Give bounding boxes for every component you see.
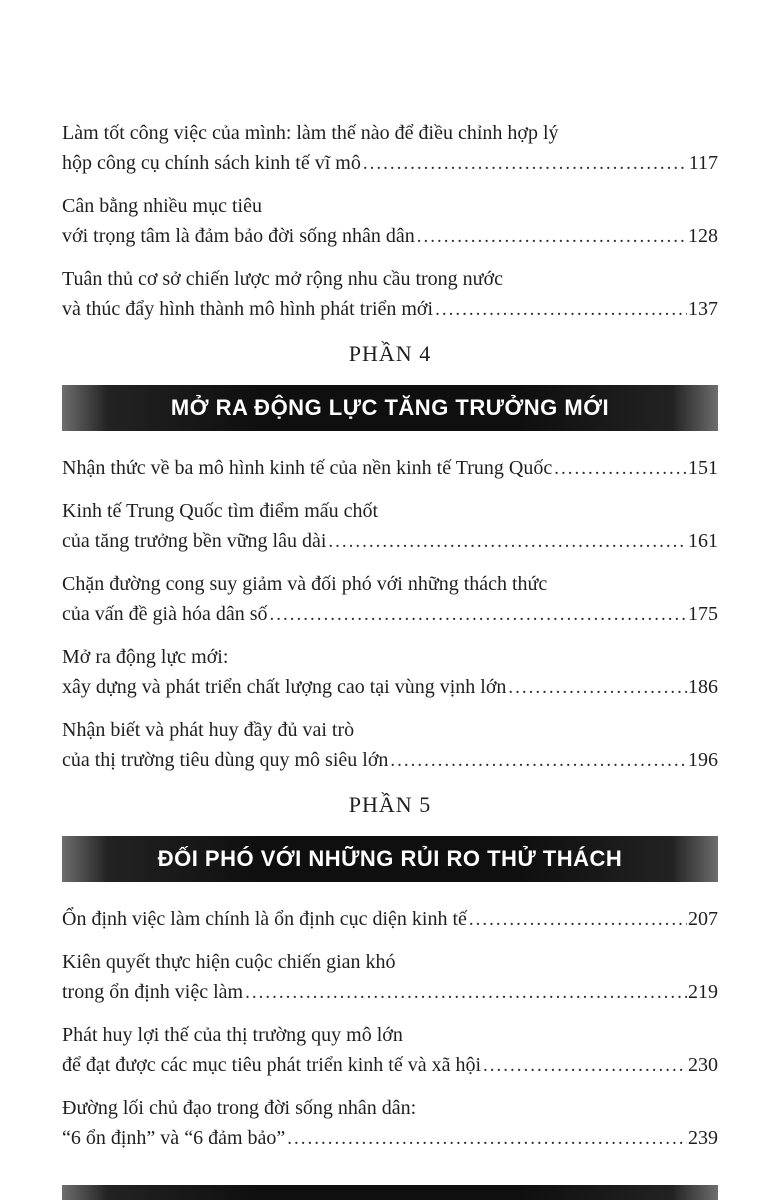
- page-number: 186: [688, 676, 718, 698]
- toc-entry-last-line: [62, 294, 718, 325]
- toc-entry-line: Nhận thức về ba mô hình kinh tế của nền kinh tế Trung Quốc: [62, 457, 553, 479]
- toc-entry-last-line: [62, 977, 718, 1008]
- toc-entry-last-line: [62, 672, 718, 703]
- toc-entry-line: Ổn định việc làm chính là ổn định cục diện kinh tế: [62, 908, 467, 930]
- toc-entry: [62, 569, 718, 630]
- toc-entry: [62, 191, 718, 252]
- toc-entry-last-line: [62, 453, 718, 484]
- page-number: 117: [688, 152, 718, 174]
- part-heading: PHẦN 5: [348, 792, 432, 817]
- page-number: 161: [688, 530, 718, 552]
- toc-entry-line: “6 ổn định” và “6 đảm bảo”: [62, 1127, 286, 1149]
- toc-entry-line: Phát huy lợi thế của thị trường quy mô lớn: [62, 1024, 403, 1046]
- section-banner: [62, 385, 718, 431]
- banner-title: MỞ RA ĐỘNG LỰC TĂNG TRƯỞNG MỚI: [170, 395, 610, 420]
- dot-leader: [469, 904, 687, 935]
- toc-entry-line: Nhận biết và phát huy đầy đủ vai trò: [62, 719, 355, 741]
- toc-section-entries: [62, 453, 718, 776]
- toc-entry-line: Kiên quyết thực hiện cuộc chiến gian khó: [62, 951, 396, 973]
- toc-entry-last-line: [62, 1050, 718, 1081]
- toc-entry-line: Cân bằng nhiều mục tiêu: [62, 195, 262, 217]
- toc-leading-entries: [62, 118, 718, 325]
- toc-entry: [62, 118, 718, 179]
- toc-entry-line: để đạt được các mục tiêu phát triển kinh tế và xã hội: [62, 1054, 482, 1076]
- toc-entry: [62, 453, 718, 484]
- toc-entry-line: trong ổn định việc làm: [62, 981, 244, 1003]
- toc-entry-line: của thị trường tiêu dùng quy mô siêu lớn: [62, 749, 389, 771]
- toc-entry-line: Đường lối chủ đạo trong đời sống nhân dân:: [62, 1097, 417, 1119]
- dot-leader: [363, 148, 688, 179]
- page-number: 175: [688, 603, 718, 625]
- toc-entry: [62, 715, 718, 776]
- dot-leader: [435, 294, 687, 325]
- banner-title: ĐỐI PHÓ VỚI NHỮNG RỦI RO THỬ THÁCH: [157, 846, 623, 871]
- toc-entry-last-line: [62, 526, 718, 557]
- toc-entry-last-line: [62, 221, 718, 252]
- toc-entry-last-line: [62, 745, 718, 776]
- dot-leader: [287, 1123, 687, 1154]
- toc-entry-line: và thúc đẩy hình thành mô hình phát triển mới: [62, 298, 434, 320]
- toc-entry: [62, 642, 718, 703]
- toc-entry-last-line: [62, 904, 718, 935]
- page-number: 151: [688, 457, 718, 479]
- toc-entry-line: Mở ra động lực mới:: [62, 646, 229, 668]
- toc-entry-line: Kinh tế Trung Quốc tìm điểm mấu chốt: [62, 500, 379, 522]
- dot-leader: [417, 221, 687, 252]
- page-number: 239: [688, 1127, 718, 1149]
- toc-entry-line: xây dựng và phát triển chất lượng cao tại vùng vịnh lớn: [62, 676, 507, 698]
- toc-entry-last-line: [62, 148, 718, 179]
- toc-entry-line: hộp công cụ chính sách kinh tế vĩ mô: [62, 152, 361, 174]
- toc-entry: [62, 496, 718, 557]
- toc-entry-line: Chặn đường cong suy giảm và đối phó với những thách thức: [62, 573, 548, 595]
- toc-entry: [62, 264, 718, 325]
- dot-leader: [508, 672, 687, 703]
- toc-section-entries: [62, 904, 718, 1154]
- toc-entry-line: của vấn đề già hóa dân số: [62, 603, 268, 625]
- dot-leader: [483, 1050, 687, 1081]
- toc-entry-line: Tuân thủ cơ sở chiến lược mở rộng nhu cầu trong nước: [62, 268, 503, 290]
- partial-next-section-banner: [62, 1185, 718, 1200]
- page-number: 137: [688, 298, 718, 320]
- toc-entry: [62, 904, 718, 935]
- toc-entry-line: Làm tốt công việc của mình: làm thế nào để điều chỉnh hợp lý: [62, 122, 559, 144]
- toc-entry-last-line: [62, 599, 718, 630]
- toc-entry-last-line: [62, 1123, 718, 1154]
- dot-leader: [245, 977, 687, 1008]
- dot-leader: [390, 745, 687, 776]
- toc-entry-line: của tăng trưởng bền vững lâu dài: [62, 530, 327, 552]
- toc-entry-line: với trọng tâm là đảm bảo đời sống nhân dân: [62, 225, 415, 247]
- page-number: 196: [688, 749, 718, 771]
- dot-leader: [554, 453, 687, 484]
- toc-entry: [62, 1020, 718, 1081]
- dot-leader: [269, 599, 687, 630]
- toc-entry: [62, 947, 718, 1008]
- dot-leader: [328, 526, 687, 557]
- part-heading: PHẦN 4: [348, 341, 432, 366]
- page-number: 219: [688, 981, 718, 1003]
- toc-entry: [62, 1093, 718, 1154]
- section-banner: [62, 836, 718, 882]
- page-number: 128: [688, 225, 718, 247]
- page-number: 207: [688, 908, 718, 930]
- page-number: 230: [688, 1054, 718, 1076]
